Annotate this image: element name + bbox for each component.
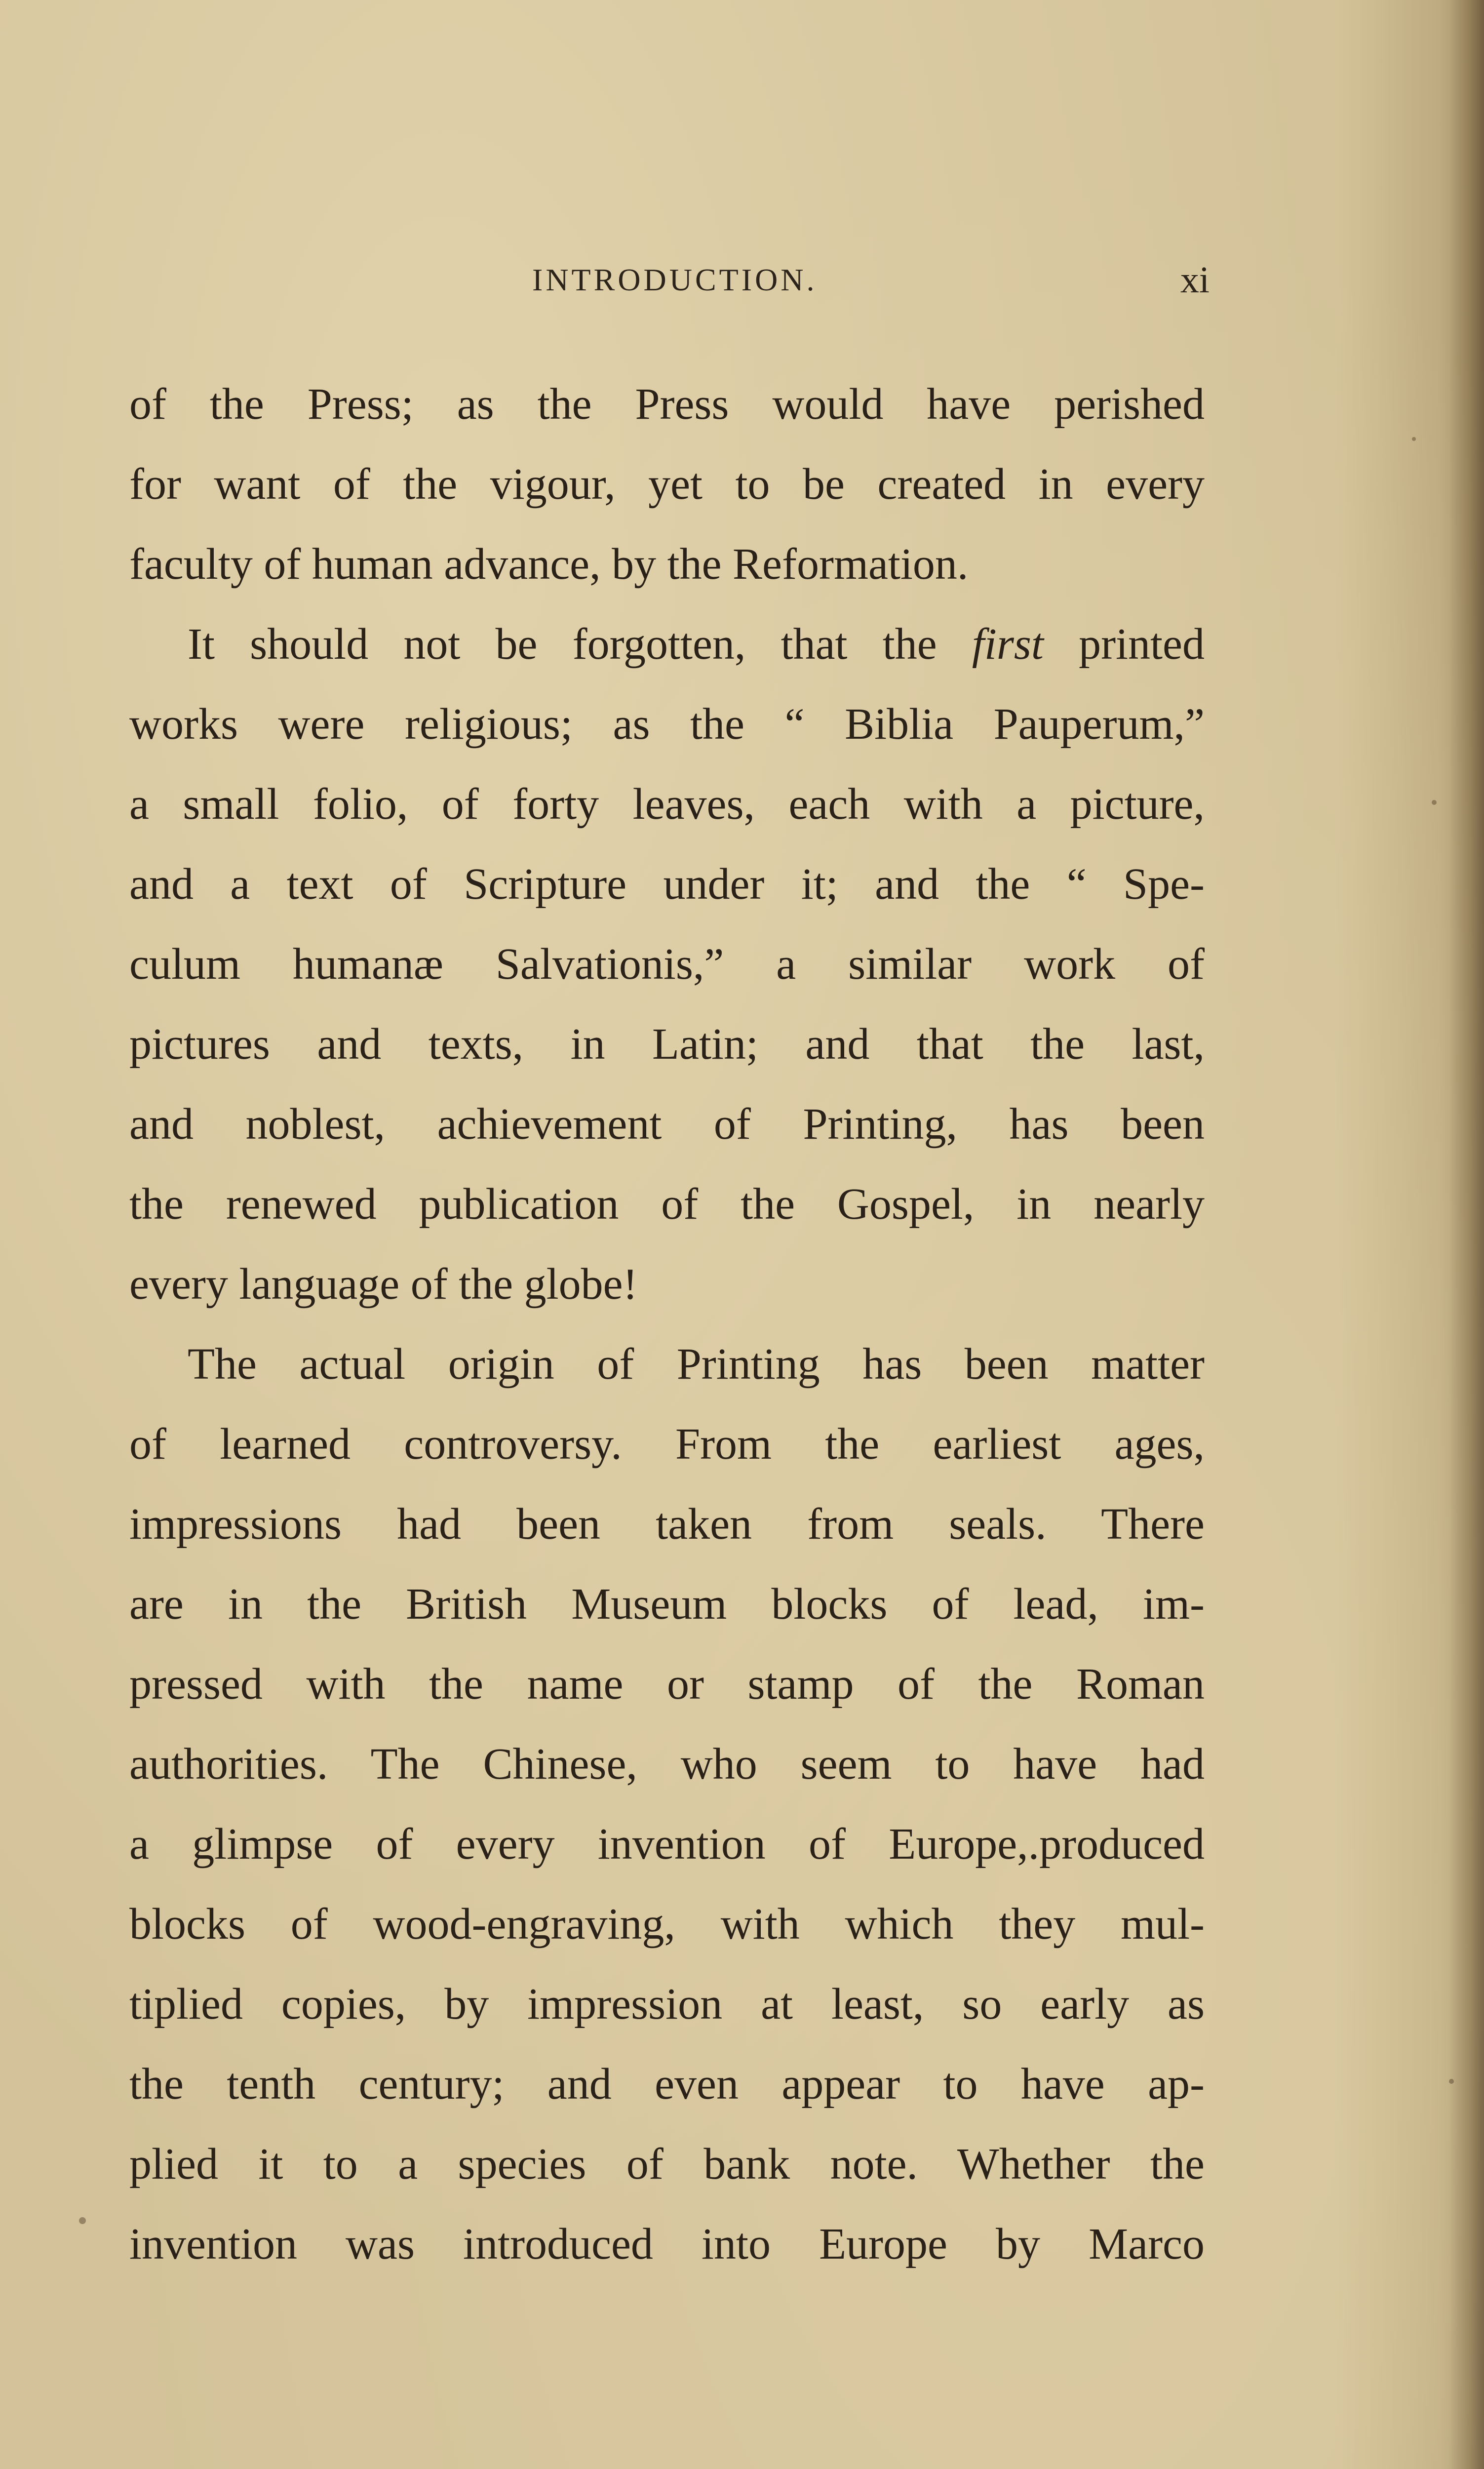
text-line: invention was introduced into Europe by Marco: [129, 2220, 1205, 2269]
text-line: pictures and texts, in Latin; and that the last,: [129, 1020, 1205, 1069]
text-line: and a text of Scripture under it; and the “ Spe-: [129, 860, 1205, 909]
text-line: the renewed publication of the Gospel, in nearly: [129, 1180, 1205, 1229]
running-head: [128, 258, 1210, 302]
paper-speck: [1449, 2079, 1454, 2084]
text-line: of the Press; as the Press would have perished: [129, 380, 1205, 429]
text-line: works were religious; as the “ Biblia Pauperum,”: [129, 700, 1205, 749]
paper-speck: [1432, 800, 1437, 805]
text-line: [129, 604, 1205, 684]
text-line: authorities. The Chinese, who seem to have had: [129, 1740, 1205, 1789]
text-line: every language of the globe!: [129, 1260, 638, 1309]
paper-speck: [1412, 437, 1416, 441]
page-edge-shadow: [1449, 0, 1484, 2469]
text-line: pressed with the name or stamp of the Roman: [129, 1660, 1205, 1709]
text-line: of learned controversy. From the earliest ages,: [129, 1420, 1205, 1469]
text-line: plied it to a species of bank note. Whether the: [129, 2140, 1205, 2189]
text-line: and noblest, achievement of Printing, has been: [129, 1100, 1205, 1149]
page-number: xi: [1180, 259, 1210, 301]
text-line: a glimpse of every invention of Europe,.produced: [129, 1820, 1205, 1869]
text-line: faculty of human advance, by the Reformation.: [129, 540, 969, 589]
emphasis-first: first: [972, 620, 1044, 669]
text-line: The actual origin of Printing has been matter: [188, 1340, 1205, 1389]
text-line: are in the British Museum blocks of lead, im-: [129, 1580, 1205, 1629]
text-line: the tenth century; and even appear to have ap-: [129, 2060, 1205, 2109]
body-text: [129, 364, 1205, 2284]
text-line: a small folio, of forty leaves, each with a picture,: [129, 780, 1205, 829]
running-title: INTRODUCTION.: [532, 262, 818, 297]
text-fragment: It should not be forgotten, that the: [188, 620, 937, 669]
text-line: for want of the vigour, yet to be created in every: [129, 460, 1205, 509]
text-line: impressions had been taken from seals. There: [129, 1500, 1205, 1549]
text-line: tiplied copies, by impression at least, so early as: [129, 1980, 1205, 2029]
text-fragment: printed: [1079, 620, 1205, 669]
paper-speck: [79, 2217, 86, 2224]
text-line: culum humanæ Salvationis,” a similar work of: [129, 940, 1205, 989]
text-line: blocks of wood-engraving, with which they mul-: [129, 1900, 1205, 1949]
